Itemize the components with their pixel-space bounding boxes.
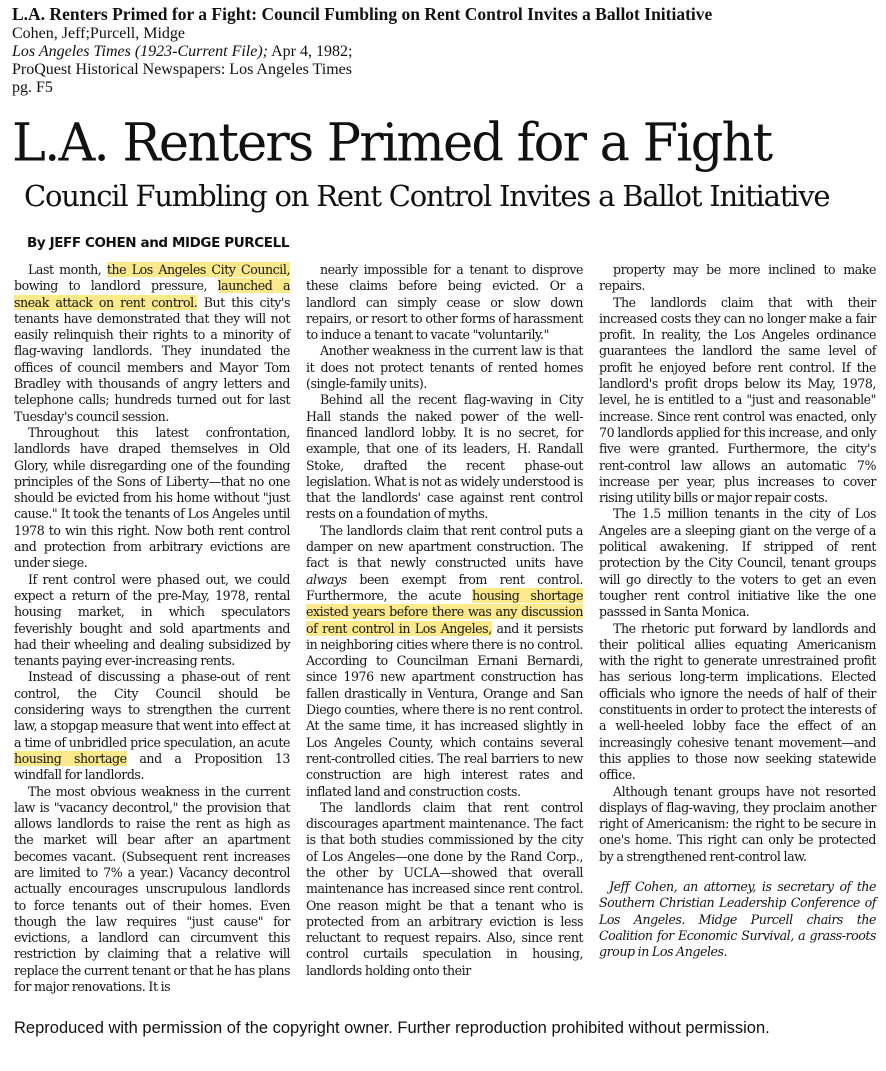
text-run: and a Proposition 13 windfall for landlords. [14,750,290,783]
paragraph: The landlords claim that with their increased costs they can no longer make a fair profit. In reality, the Los Angeles ordinance guarantees the landlord the same level of profit he enjoyed before rent control. If the landlord's profit drops below its May, 1978, level, he is entitled to a "just and reasonable" increase. Since rent control was enacted, only 70 landlords applied for this increase, and only five were granted. Furthermore, the city's rent-control law allows an automatic 7% increase per year, plus increases to cover rising utility bills or major repair costs. [599,294,876,506]
author-bio: Jeff Cohen, an attorney, is secretary of the Southern Christian Leadership Conference of Los Angeles. Midge Purcell chairs the Coalition for Economic Survival, a grass-roots group in Los Angeles. [599,878,876,960]
text-run: The landlords claim that rent control puts a damper on new apartment construction. The fact is that newly constructed units have [306,522,583,571]
paragraph: The rhetoric put forward by landlords and their political allies equating Americanism with the right to generate unrestrained profit has serious long-term implications. Elected officials who ignore the needs of half of their constituents in order to protect the interests of a well-heeled lobby face the effect of an increasingly cohesive tenant movement—and this applies to those now seeking statewide office. [599,620,876,783]
copyright-notice: Reproduced with permission of the copyright owner. Further reproduction prohibited without permission. [14,1019,770,1037]
text-run: and it persists in neighboring cities where there is no control. According to Councilman Ernani Bernardi, since 1976 new apartment construction has fallen drastically in Ventura, Orange and San Diego counties, where there is no rent control. At the same time, it has increased slightly in Los Angeles County, which contains several rent-controlled cities. The real barriers to new construction are high interest rates and inflated land and construction costs. [306,620,583,799]
paragraph: Behind all the recent flag-waving in City Hall stands the naked power of the well-financed landlord lobby. It is no secret, for example, that one of its leaders, H. Randall Stoke, drafted the recent phase-out legislation. What is not as widely understood is that the landlords' case against rent control rests on a foundation of myths. [306,392,583,522]
paragraph [14,262,290,425]
paragraph: The 1.5 million tenants in the city of Los Angeles are a sleeping giant on the verge of a political awakening. If stripped of rent protection by the City Council, tenant groups will go directly to the voters to get an even tougher rent control initiative like the one passsed in Santa Monica. [599,506,876,620]
citation-publication: Los Angeles Times (1923-Current File); [12,43,268,60]
text-run: Last month, [28,262,107,277]
highlighted-text: housing shortage existed years before there was any discussion of rent control in Los Angeles, [306,587,583,636]
article-headline: L.A. Renters Primed for a Fight [12,113,772,174]
article-column-2 [306,262,583,979]
citation-authors: Cohen, Jeff;Purcell, Midge [12,25,186,42]
citation-block [12,4,882,97]
paragraph: nearly impossible for a tenant to disprove these claims before being evicted. Or a landlord can simply cease or slow down repairs, or resort to other forms of harassment to induce a tenant to vacate "voluntarily." [306,262,583,343]
citation-date: Apr 4, 1982; [271,43,353,60]
article-byline: By JEFF COHEN and MIDGE PURCELL [27,235,290,251]
article-column-1 [14,262,290,995]
citation-page: pg. F5 [12,79,53,96]
highlighted-text: housing shortage [14,750,127,766]
text-run: been exempt from rent control. Furthermore, the acute [306,571,583,603]
paragraph [306,523,583,800]
paragraph: Throughout this latest confrontation, landlords have draped themselves in Old Glory, while disregarding one of the founding principles of the Sons of Liberty—that no one should be evicted from his home without "just cause." It took the tenants of Los Angeles until 1978 to win this right. Now both rent control and protection from arbitrary evictions are under siege. [14,424,290,571]
highlighted-text: launched a sneak attack on rent control. [14,278,290,310]
citation-database: ProQuest Historical Newspapers: Los Angeles Times [12,61,352,78]
paragraph: The landlords claim that rent control discourages apartment maintenance. The fact is that both studies commissioned by the city of Los Angeles—one done by the Rand Corp., the other by UCLA—showed that overall maintenance has increased since rent control. One reason might be that a tenant who is protected from an arbitrary eviction is less reluctant to request repairs. Also, since rent control curtails speculation in housing, landlords holding onto their [306,799,583,978]
emphasized-text: always [306,571,347,587]
paragraph: If rent control were phased out, we could expect a return of the pre-May, 1978, rental housing market, in which speculators feverishly bought and sold apartments and had their wheeling and dealing subsidized by tenants paying ever-increasing rents. [14,571,290,669]
citation-title: L.A. Renters Primed for a Fight: Council Fumbling on Rent Control Invites a Ballot Initiative [12,4,713,24]
paragraph: property may be more inclined to make repairs. [599,262,876,294]
text-run: Instead of discussing a phase-out of rent control, the City Council should be considering ways to strengthen the current law, a stopgap measure that went into effect at a time of unbridled price speculation, an acute [14,669,290,750]
highlighted-text: the Los Angeles City Council, [106,262,290,277]
text-run: bowing to landlord pressure, [14,278,218,294]
paragraph: Although tenant groups have not resorted displays of flag-waving, they proclaim another right of Americanism: the right to be secure in one's home. This right can only be protected by a strengthened rent-control law. [599,783,876,864]
paragraph [14,669,290,783]
paragraph: The most obvious weakness in the current law is "vacancy decontrol," the provision that allows landlords to raise the rent as high as the market will bear after an apartment becomes vacant. (Subsequent rent increases are limited to 7% a year.) Vacancy decontrol actually encourages unscrupulous landlords to force tenants out of their homes. Even though the law requires "just cause" for evictions, a landlord can circumvent this restriction by claiming that a relative will replace the current tenant or that he has plans for major renovations. It is [14,783,290,995]
paragraph: Another weakness in the current law is that it does not protect tenants of rented homes (single-family units). [306,343,583,392]
citation-source [12,43,882,61]
article-subheadline: Council Fumbling on Rent Control Invites a Ballot Initiative [24,179,830,213]
text-run: But this city's tenants have demonstrated that they will not easily relinquish their rights to a minority of flag-waving landlords. They inundated the offices of council members and Mayor Tom Bradley with thousands of angry letters and telephone calls; hundreds turned out for last Tuesday's council session. [14,294,290,424]
article-column-3 [599,262,876,960]
